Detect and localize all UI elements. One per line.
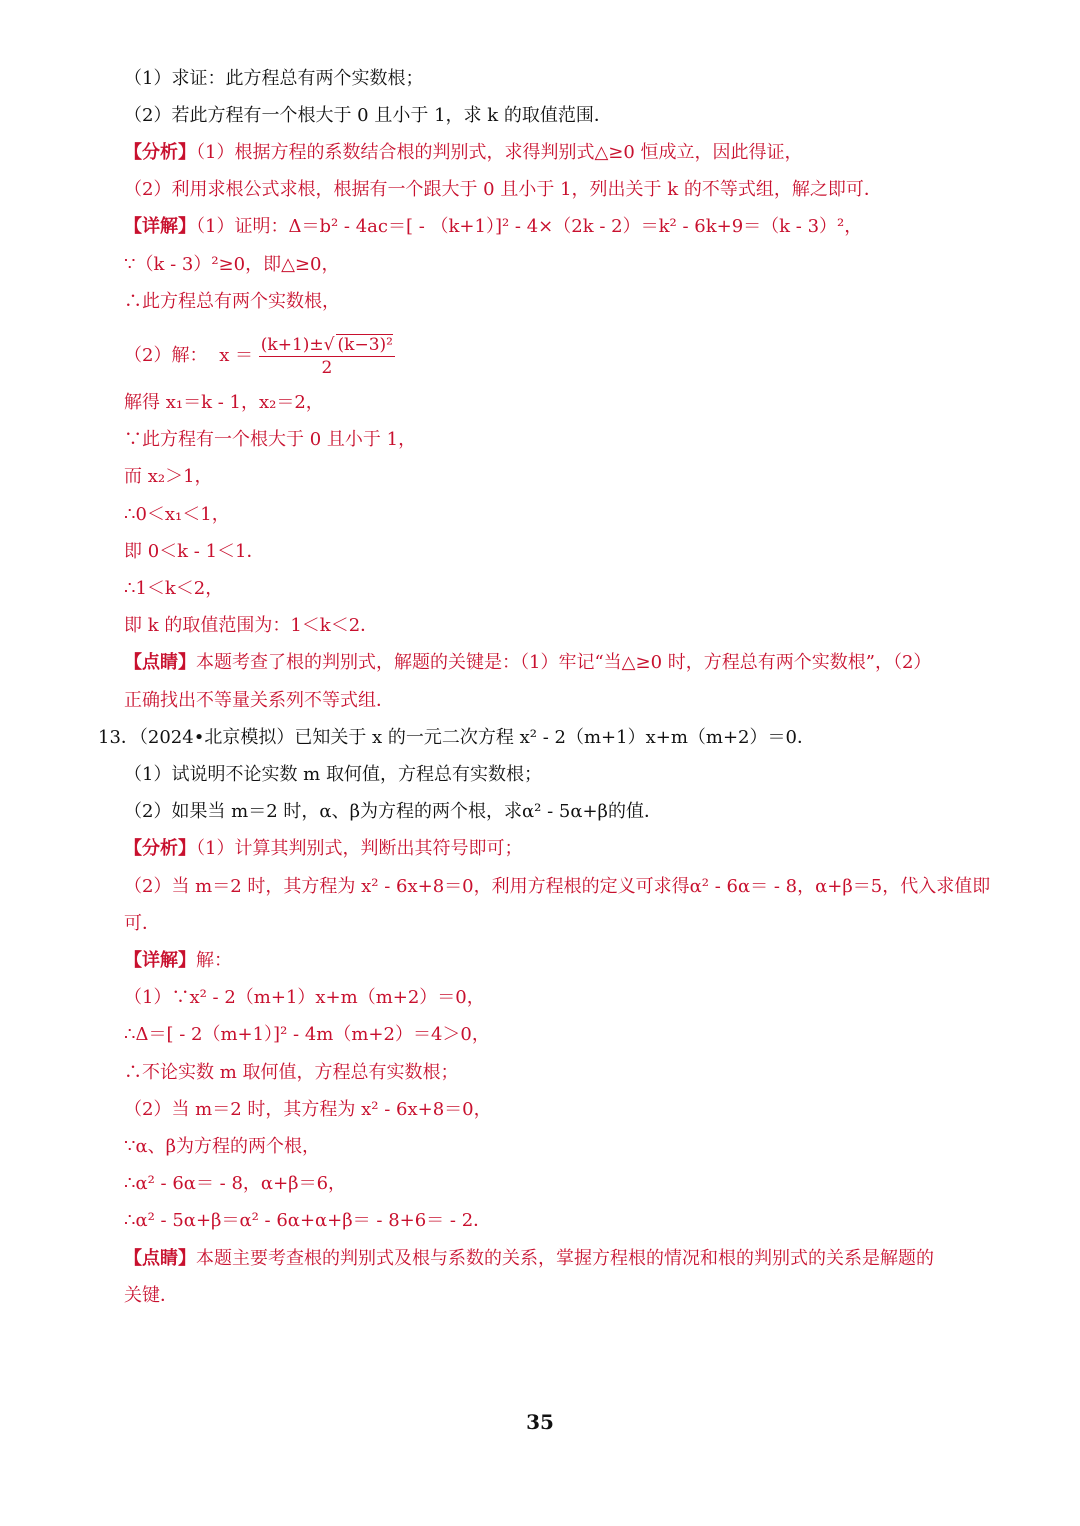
q12-detail-6: ∵此方程有一个根大于 0 且小于 1， [124,429,417,450]
detail-text: （1）证明：Δ＝b² - 4ac＝[ - （k+1）]² - 4×（2k - 2）＝k² - 6k+9＝（k - 3）²， [196,216,863,237]
q13-detail-3: ∴Δ＝[ - 2（m+1）]² - 4m（m+2）＝4＞0， [124,1024,490,1045]
q13-analysis-2: （2）当 m＝2 时，其方程为 x² - 6x+8＝0，利用方程根的定义可求得α² - 6α＝ - 8，α+β＝5，代入求值即 [124,876,991,897]
numerator-part: (k+1)± [260,334,324,355]
q12-detail-2: ∵（k - 3）²≥0，即△≥0， [124,254,340,275]
q13-part2: （2）如果当 m＝2 时，α、β为方程的两个根，求α² - 5α+β的值． [124,801,662,822]
q12-detail-9: 即 0＜k - 1＜1． [124,541,265,562]
q13-detail-8: ∴α² - 5α+β＝α² - 6α+α+β＝ - 8+6＝ - 2． [124,1210,492,1231]
fraction-denominator: 2 [321,357,333,378]
q12-part1: （1）求证：此方程总有两个实数根； [124,68,424,89]
q12-detail-3: ∴此方程总有两个实数根， [124,291,340,312]
q13-detail-5: （2）当 m＝2 时，其方程为 x² - 6x+8＝0， [124,1099,492,1120]
detail-tag: 【详解】 [124,216,196,237]
q12-comment-2: 正确找出不等量关系列不等式组． [124,690,394,711]
sqrt-content: (k−3)² [337,334,393,355]
q12-formula-line [124,334,395,378]
analysis-text: （1）计算其判别式，判断出其符号即可； [196,838,523,859]
q13-detail-1 [124,948,232,974]
q13-detail-2: （1）∵x² - 2（m+1）x+m（m+2）＝0， [124,987,485,1008]
analysis-tag: 【分析】 [124,838,196,859]
q13-detail-7: ∴α² - 6α＝ - 8，α+β＝6， [124,1173,347,1194]
q12-detail-8: ∴0＜x₁＜1， [124,504,230,525]
detail-tag: 【详解】 [124,950,196,971]
fraction-numerator [259,335,395,357]
comment-text: 本题主要考查根的判别式及根与系数的关系，掌握方程根的情况和根的判别式的关系是解题的 [196,1248,934,1269]
q13-analysis-3: 可． [124,913,160,934]
q12-detail-10: ∴1＜k＜2， [124,578,224,599]
detail-text: 解： [196,950,232,971]
sqrt-sign: √ [323,334,335,355]
q12-analysis-1 [124,140,803,166]
q13-detail-6: ∵α、β为方程的两个根， [124,1136,321,1157]
analysis-tag: 【分析】 [124,142,196,163]
q12-analysis-2: （2）利用求根公式求根，根据有一个跟大于 0 且小于 1，列出关于 k 的不等式组，解之即可． [124,179,882,200]
q12-detail-7: 而 x₂＞1， [124,466,213,487]
formula-prefix: （2）解： [124,345,208,366]
q13-part1: （1）试说明不论实数 m 取何值，方程总有实数根； [124,764,542,785]
formula-x: x ＝ [219,345,254,366]
q13-analysis-1 [124,836,522,862]
page-number: 35 [526,1410,554,1434]
q12-detail-5: 解得 x₁＝k - 1，x₂＝2， [124,392,324,413]
q12-part2: （2）若此方程有一个根大于 0 且小于 1，求 k 的取值范围． [124,105,612,126]
comment-tag: 【点睛】 [124,652,196,673]
q13-comment-2: 关键． [124,1285,178,1306]
q12-comment-1 [124,650,931,676]
comment-text: 本题考查了根的判别式，解题的关键是：（1）牢记“当△≥0 时，方程总有两个实数根”，（2） [196,652,932,673]
q13-comment-1 [124,1246,934,1272]
quadratic-formula-fraction [259,335,395,378]
comment-tag: 【点睛】 [124,1248,196,1269]
q12-detail-1 [124,214,862,240]
q13-detail-4: ∴不论实数 m 取何值，方程总有实数根； [124,1062,459,1083]
q12-detail-11: 即 k 的取值范围为：1＜k＜2． [124,615,379,636]
analysis-text: （1）根据方程的系数结合根的判别式，求得判别式△≥0 恒成立，因此得证， [196,142,803,163]
q13-stem: 13．（2024•北京模拟）已知关于 x 的一元二次方程 x² - 2（m+1）x+m（m+2）＝0． [98,727,815,748]
